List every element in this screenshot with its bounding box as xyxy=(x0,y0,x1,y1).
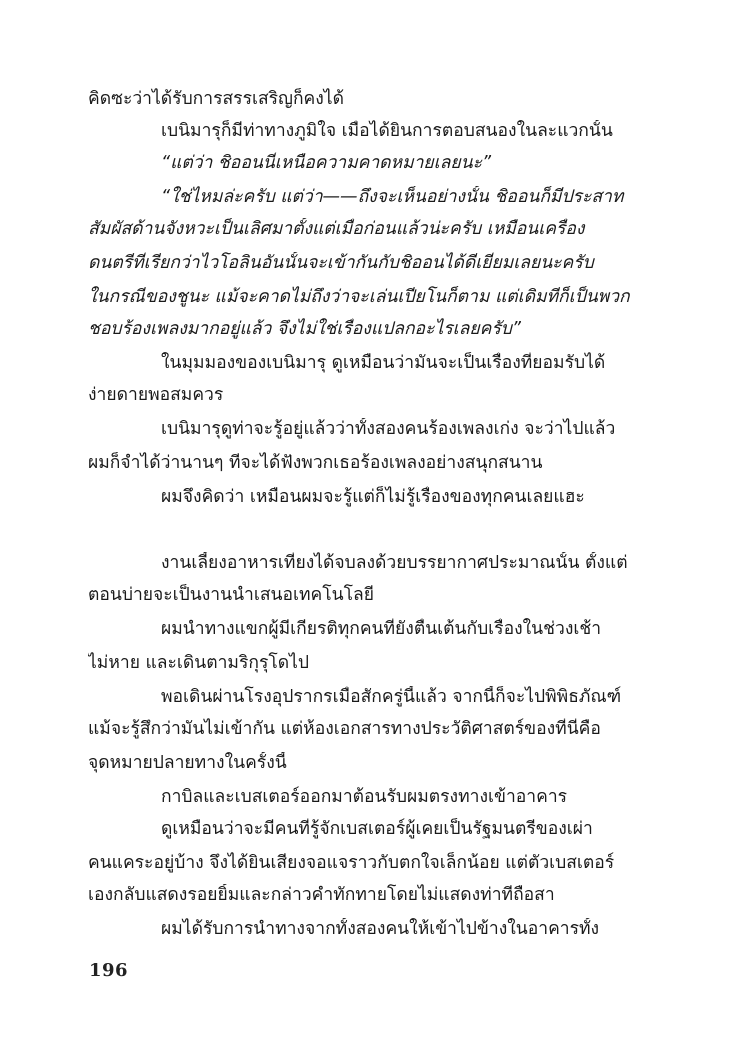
text-line: ดูเหมือนว่าจะมีคนที่รู้จักเบสเตอร์ผู้เคยเป็นรัฐมนตรีของเผ่า xyxy=(161,819,593,839)
text-line: ในมุมมองของเบนิมารุ ดูเหมือนว่ามันจะเป็นเรื่องที่ยอมรับได้ xyxy=(161,353,606,373)
text-line: สัมผัสด้านจังหวะเป็นเลิศมาตั้งแต่เมื่อก่อนแล้วน่ะครับ เหมือนเครื่อง xyxy=(88,219,585,239)
text-line: ดนตรีที่เรียกว่าไวโอลินอันนั้นจะเข้ากันกับชิออนได้ดีเยี่ยมเลยนะครับ xyxy=(88,253,594,273)
text-line: ไม่หาย และเดินตามริกุรุโดไป xyxy=(88,653,310,673)
text-line: พอเดินผ่านโรงอุปรากรเมื่อสักครู่นี้แล้ว จากนี้ก็จะไปพิพิธภัณฑ์ xyxy=(161,687,622,707)
text-line: ในกรณีของชูนะ แม้จะคาดไม่ถึงว่าจะเล่นเปียโนก็ตาม แต่เดิมทีก็เป็นพวก xyxy=(88,287,630,307)
page-number: 196 xyxy=(89,960,129,981)
text-line: งานเลี้ยงอาหารเที่ยงได้จบลงด้วยบรรยากาศประมาณนั้น ตั้งแต่ xyxy=(161,553,628,573)
text-line: ผมได้รับการนำทางจากทั้งสองคนให้เข้าไปข้างในอาคารทั้ง xyxy=(161,919,600,939)
text-line: จุดหมายปลายทางในครั้งนี้ xyxy=(88,753,287,773)
text-line: ผมนำทางแขกผู้มีเกียรติทุกคนที่ยังตื่นเต้นกับเรื่องในช่วงเช้า xyxy=(161,619,602,639)
text-line: ผมจึงคิดว่า เหมือนผมจะรู้แต่ก็ไม่รู้เรื่องของทุกคนเลยแฮะ xyxy=(161,487,585,507)
text-line: เองกลับแสดงรอยยิ้มและกล่าวคำทักทายโดยไม่แสดงท่าทีถือสา xyxy=(88,885,555,905)
text-line: ง่ายดายพอสมควร xyxy=(88,385,224,405)
text-line: คนแคระอยู่บ้าง จึงได้ยินเสียงจอแจราวกับตกใจเล็กน้อย แต่ตัวเบสเตอร์ xyxy=(88,853,615,873)
text-line: “แต่ว่า ชิออนนี่เหนือความคาดหมายเลยนะ” xyxy=(161,153,492,173)
text-line: เบนิมารุก็มีท่าทางภูมิใจ เมื่อได้ยินการตอบสนองในละแวกนั้น xyxy=(161,121,613,141)
text-line: ตอนบ่ายจะเป็นงานนำเสนอเทคโนโลยี xyxy=(88,585,374,605)
text-line: คิดซะว่าได้รับการสรรเสริญก็คงได้ xyxy=(88,89,344,109)
text-line: ชอบร้องเพลงมากอยู่แล้ว จึงไม่ใช่เรื่องแปลกอะไรเลยครับ” xyxy=(88,319,521,339)
text-line: แม้จะรู้สึกว่ามันไม่เข้ากัน แต่ห้องเอกสารทางประวัติศาสตร์ของที่นี่คือ xyxy=(88,719,601,739)
text-line: เบนิมารุดูท่าจะรู้อยู่แล้วว่าทั้งสองคนร้องเพลงเก่ง จะว่าไปแล้ว xyxy=(161,419,616,439)
text-line: กาบิลและเบสเตอร์ออกมาต้อนรับผมตรงทางเข้าอาคาร xyxy=(161,787,568,807)
text-line: ผมก็จำได้ว่านานๆ ทีจะได้ฟังพวกเธอร้องเพลงอย่างสนุกสนาน xyxy=(88,453,543,473)
text-line: “ใช่ไหมล่ะครับ แต่ว่า——ถึงจะเห็นอย่างนั้น ชิออนก็มีประสาท xyxy=(161,187,624,207)
